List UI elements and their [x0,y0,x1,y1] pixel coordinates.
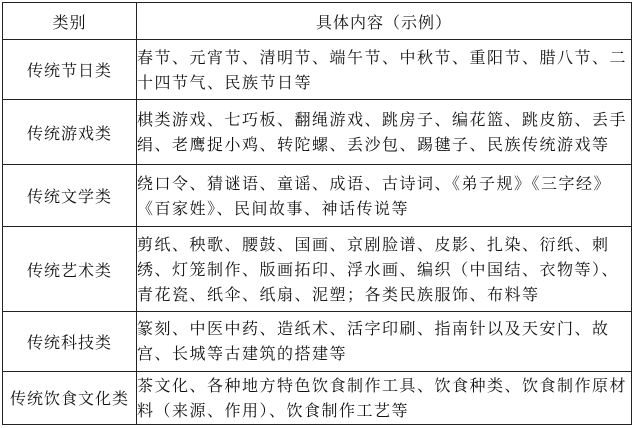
row-content-cell [137,40,632,100]
row-content: 剪纸、秧歌、腰鼓、国画、京剧脸谱、皮影、扎染、衍纸、刺绣、灯笼制作、版画拓印、浮水画、编织（中国结、衣物等）、青花瓷、纸伞、纸扇、泥塑；各类民族服饰、布料等 [137,234,620,304]
row-category: 传统科技类 [3,311,137,371]
row-category: 传统节日类 [3,40,137,100]
table-row [3,40,632,100]
row-content: 春节、元宵节、清明节、端午节、中秋节、重阳节、腊八节、二十四节气、民族节日等 [137,47,628,92]
table-row [3,371,632,424]
table-row [3,311,632,371]
row-category: 传统艺术类 [3,227,137,311]
row-content: 篆刻、中医中药、造纸术、活字印刷、指南针以及天安门、故宫、长城等古建筑的搭建等 [137,319,610,364]
row-content-cell [137,371,632,424]
table-row [3,165,632,227]
row-content-cell [137,165,632,227]
row-content-cell [137,311,632,371]
table-header-row [3,3,632,40]
header-content: 具体内容（示例） [137,3,632,40]
table-row [3,100,632,165]
header-category: 类别 [3,3,137,40]
row-content: 棋类游戏、七巧板、翻绳游戏、跳房子、编花篮、跳皮筋、丢手绢、老鹰捉小鸡、转陀螺、丢沙包、踢毽子、民族传统游戏等 [137,110,628,155]
table-row [3,227,632,311]
row-content-cell [137,227,632,311]
row-category: 传统文学类 [3,165,137,227]
row-content: 绕口令、猜谜语、童谣、成语、古诗词、《弟子规》《三字经》《百家姓》、民间故事、神话传说等 [137,173,612,218]
row-content-cell [137,100,632,165]
row-category: 传统游戏类 [3,100,137,165]
row-content: 茶文化、各种地方特色饮食制作工具、饮食种类、饮食制作原材料（来源、作用）、饮食制作工艺等 [137,375,628,420]
row-category: 传统饮食文化类 [3,371,137,424]
culture-table [2,2,632,425]
